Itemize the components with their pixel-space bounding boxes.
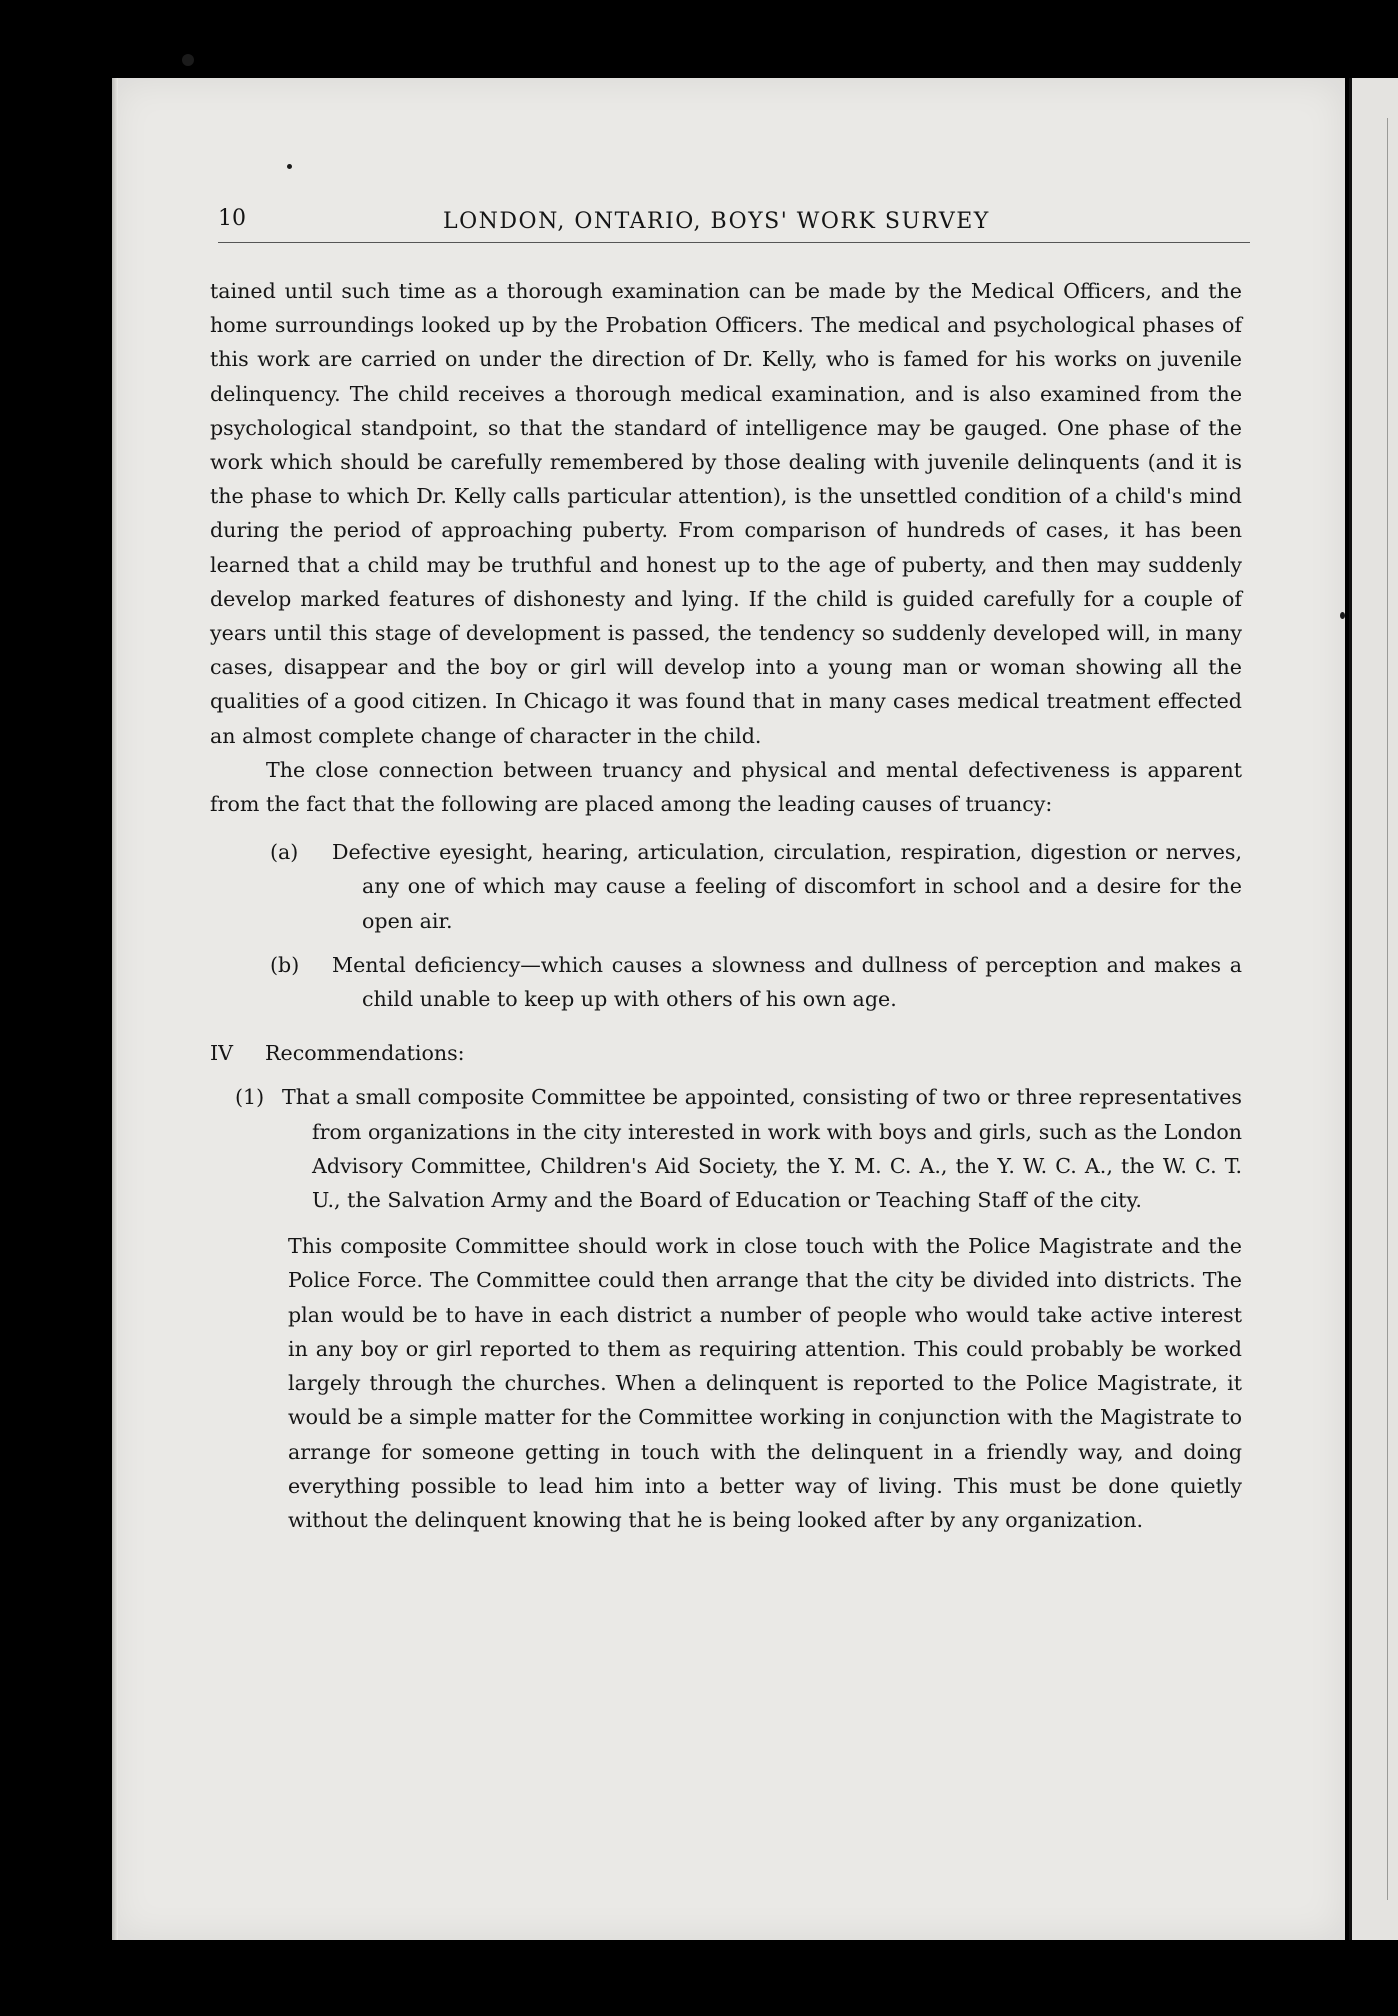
section-number: IV	[210, 1041, 234, 1066]
list-marker: (b)	[270, 952, 300, 977]
list-marker: (a)	[270, 840, 299, 865]
adjacent-page-edge	[1349, 78, 1398, 1940]
recommendation-text: That a small composite Committee be appointed, consisting of two or three representatives from organizations in the city interested in work with boys and girls, such as the London Advisory Committee, Children's Aid Society, the Y. M. C. A., the Y. W. C. A., the W. C. T. U., the Salvation Army and the Board of Education or Teaching Staff of the city.	[282, 1085, 1242, 1213]
scan-speck	[182, 54, 194, 66]
page-number: 10	[218, 206, 246, 231]
list-item	[210, 948, 1242, 1016]
paragraph: The close connection between truancy and physical and mental defectiveness is apparent from the fact that the following are placed among the leading causes of truancy:	[210, 757, 1242, 817]
scan-speck	[287, 164, 292, 169]
body-text	[210, 274, 1242, 1537]
causes-list	[210, 835, 1242, 1016]
list-item-text: Defective eyesight, hearing, articulation, circulation, respiration, digestion or nerves, any one of which may cause a feeling of discomfort in school and a desire for the open air.	[332, 840, 1242, 933]
list-item-text: Mental deficiency—which causes a slowness and dullness of perception and makes a child unable to keep up with others of his own age.	[332, 952, 1242, 1012]
list-item	[210, 835, 1242, 938]
section-heading	[210, 1036, 1242, 1070]
section-title: Recommendations:	[265, 1041, 465, 1066]
list-marker: (1)	[235, 1085, 265, 1110]
paragraph: tained until such time as a thorough examination can be made by the Medical Officers, and the home surroundings looked up by the Probation Officers. The medical and psychological phases of this work are carried on under the direction of Dr. Kelly, who is famed for his works on juvenile delinquency. The child receives a thorough medical examination, and is also examined from the psychological standpoint, so that the standard of intelligence may be gauged. One phase of the work which should be carefully remembered by those dealing with juvenile delinquents (and it is the phase to which Dr. Kelly calls particular attention), is the unsettled condition of a child's mind during the period of approaching puberty. From comparison of hundreds of cases, it has been learned that a child may be truthful and honest up to the age of puberty, and then may suddenly develop marked features of dishonesty and lying. If the child is guided carefully for a couple of years until this stage of development is passed, the tendency so suddenly developed will, in many cases, disappear and the boy or girl will develop into a young man or woman showing all the qualities of a good citizen. In Chicago it was found that in many cases medical treatment effected an almost complete change of character in the child.	[210, 279, 1242, 748]
header-rule	[218, 242, 1250, 243]
page-header	[218, 206, 1250, 236]
paragraph: This composite Committee should work in close touch with the Police Magistrate and the Police Force. The Committee could then arrange that the city be divided into districts. The plan would be to have in each district a number of people who would take active interest in any boy or girl reported to them as requiring attention. This could probably be worked largely through the churches. When a delinquent is reported to the Police Magistrate, it would be a simple matter for the Committee working in conjunction with the Magistrate to arrange for someone getting in touch with the delinquent in a friendly way, and doing everything possible to lead him into a better way of living. This must be done quietly without the delinquent knowing that he is being looked after by any organization.	[288, 1234, 1242, 1532]
running-title: LONDON, ONTARIO, BOYS' WORK SURVEY	[443, 209, 990, 234]
scan-speck	[1340, 612, 1345, 619]
recommendation-item	[210, 1080, 1242, 1217]
